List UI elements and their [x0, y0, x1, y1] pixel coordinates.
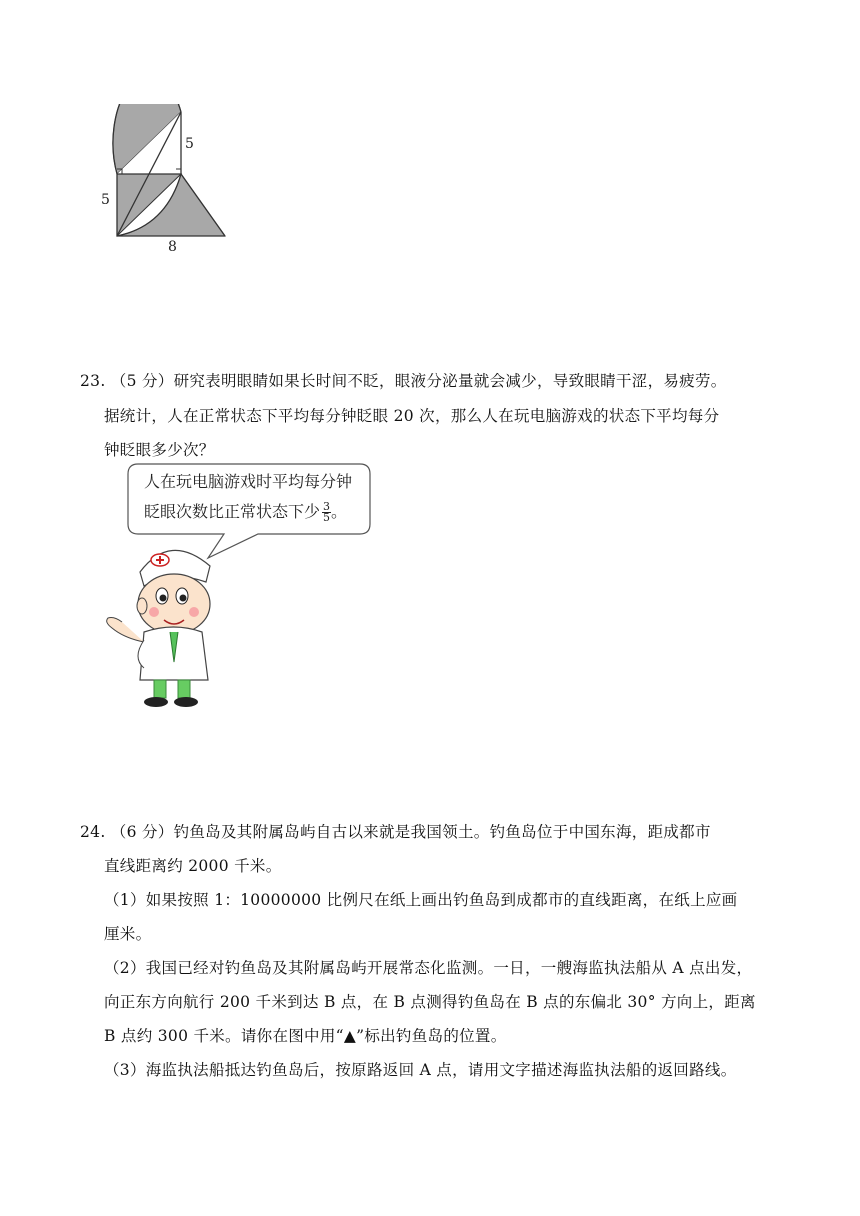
- bubble-line-1: 人在玩电脑游戏时平均每分钟: [144, 472, 353, 491]
- geometry-figure: [96, 104, 236, 256]
- q24-line-3: （1）如果按照 1：10000000 比例尺在纸上画出钓鱼岛到成都市的直线距离，在纸上应画: [104, 891, 738, 909]
- fraction-numerator: 3: [323, 500, 331, 513]
- q24-line-2: 直线距离约 2000 千米。: [104, 857, 282, 875]
- q23-line-2: 据统计，人在正常状态下平均每分钟眨眼 20 次，那么人在玩电脑游戏的状态下平均每分: [104, 407, 720, 425]
- bubble-line-2: [144, 502, 347, 523]
- label-left-5: 5: [101, 192, 110, 208]
- doctor-illustration: [98, 462, 374, 708]
- q24-line-5: （2）我国已经对钓鱼岛及其附属岛屿开展常态化监测。一日，一艘海监执法船从 A 点出发，: [104, 959, 753, 977]
- q24-line-4: 厘米。: [104, 925, 152, 943]
- q24-line-1: 24. （6 分）钓鱼岛及其附属岛屿自古以来就是我国领土。钓鱼岛位于中国东海，距成都市: [80, 823, 711, 841]
- q24-line-7: B 点约 300 千米。请你在图中用“▲”标出钓鱼岛的位置。: [104, 1027, 507, 1045]
- label-bottom-8: 8: [168, 239, 177, 255]
- fraction-three-fifths: [322, 502, 331, 523]
- doctor-face: [138, 574, 210, 634]
- q24-line-8: （3）海监执法船抵达钓鱼岛后，按原路返回 A 点，请用文字描述海监执法船的返回路线。: [104, 1061, 737, 1079]
- label-top-5: 5: [185, 136, 194, 152]
- geometry-figure-svg: [96, 104, 236, 256]
- bubble-line-2-text: 眨眼次数比正常状态下少: [144, 502, 321, 521]
- speech-bubble: [98, 462, 374, 708]
- q23-line-3: 钟眨眼多少次？: [104, 441, 215, 459]
- q24-line-6: 向正东方向航行 200 千米到达 B 点，在 B 点测得钓鱼岛在 B 点的东偏北 30° 方向上，距离: [104, 993, 756, 1011]
- q23-line-1: 23. （5 分）研究表明眼睛如果长时间不眨，眼液分泌量就会减少，导致眼睛干涩，易疲劳。: [80, 372, 727, 390]
- bubble-line-2-end: 。: [331, 502, 348, 521]
- fraction-denominator: 5: [323, 511, 331, 524]
